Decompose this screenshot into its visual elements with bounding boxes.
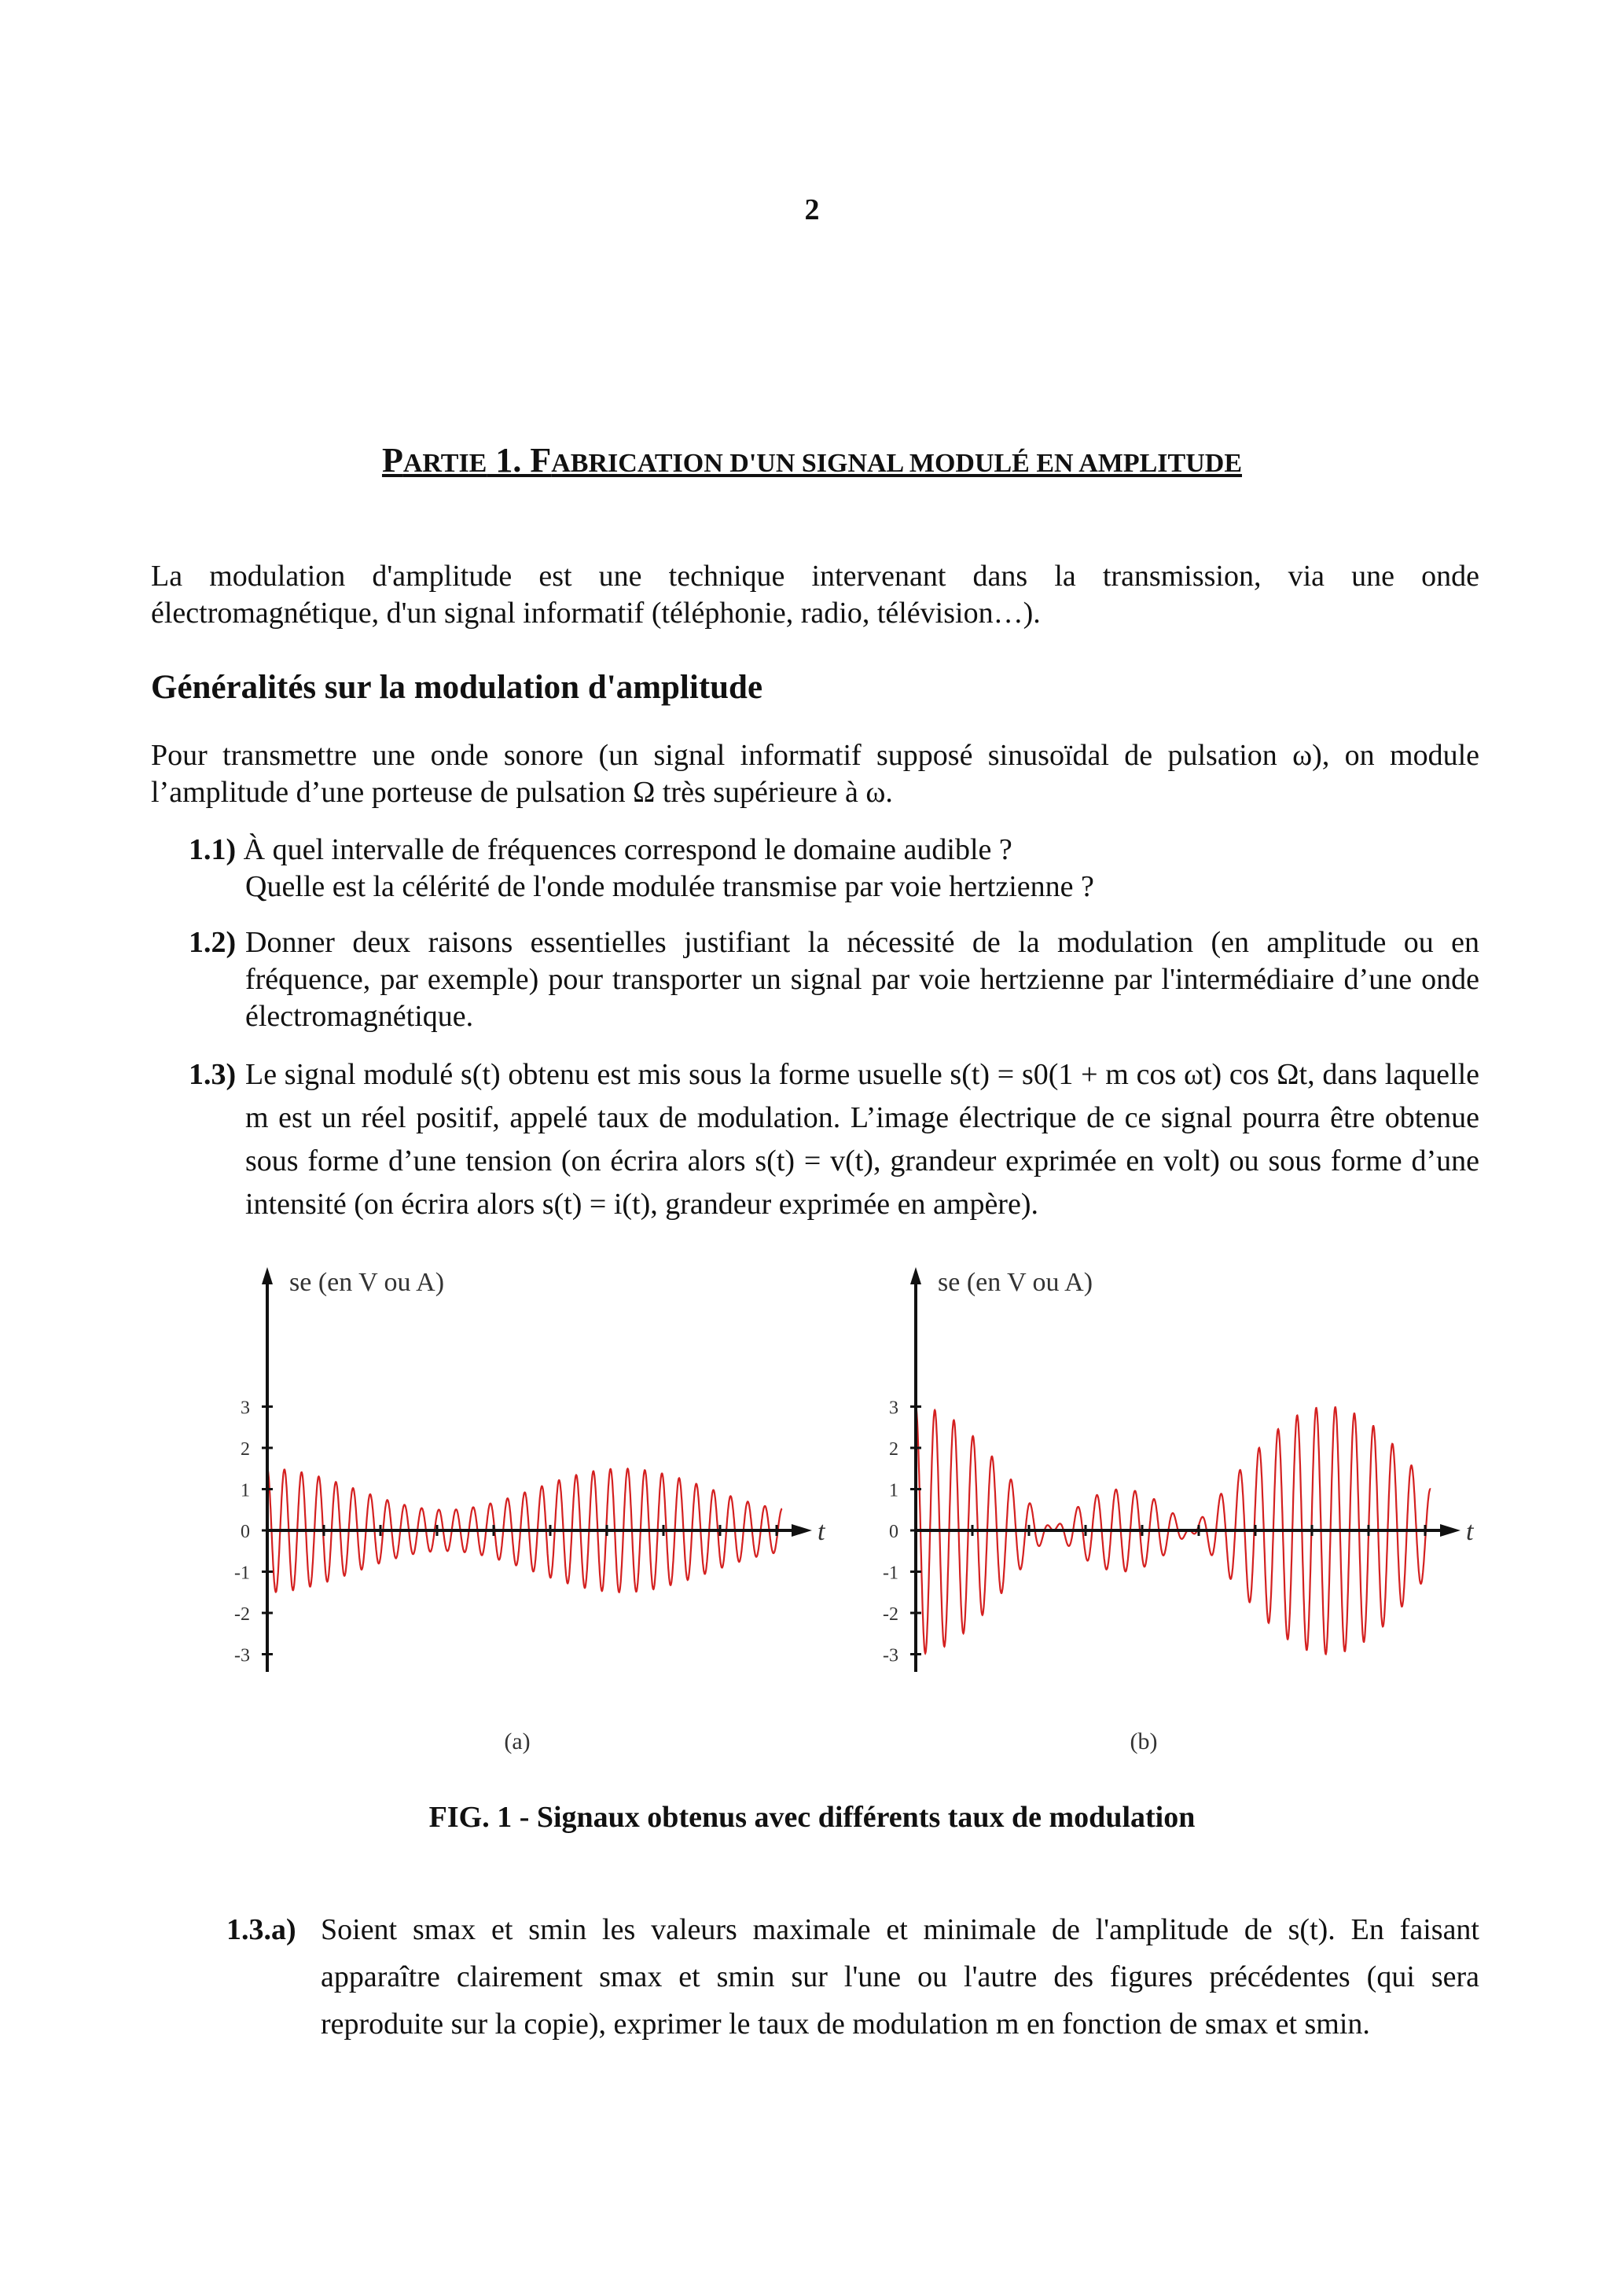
x-axis-label-0: t	[818, 1517, 825, 1546]
y-tick-label-0-6: -3	[234, 1645, 250, 1666]
y-tick-label-1-5: -2	[883, 1604, 898, 1625]
part-title: PARTIE 1. FABRICATION D'UN SIGNAL MODULÉ EN AMPLITUDE	[381, 441, 1243, 479]
y-tick-label-1-0: 3	[889, 1398, 898, 1419]
y-axis-label-0: se (en V ou A)	[289, 1268, 445, 1297]
y-axis-arrow-1	[910, 1267, 921, 1284]
y-tick-label-0-2: 1	[241, 1480, 250, 1501]
y-tick-label-0-3: 0	[241, 1522, 250, 1542]
x-axis-arrow-0	[792, 1524, 812, 1537]
subfigure-label-0: (a)	[504, 1728, 531, 1754]
section-heading: Généralités sur la modulation d'amplitude	[151, 669, 763, 706]
question-1-3-a: 1.3.a) Soient smax et smin les valeurs maximale et minimale de l'amplitude de s(t). En faisant apparaître clairement smax et smin sur l'une ou l'autre des figures précédentes (qui sera reproduite sur la copie), exprimer le taux de modulation m en fonction de smax et smin.	[226, 1913, 1479, 2041]
question-1-2: 1.2) Donner deux raisons essentielles justifiant la nécessité de la modulation (en amplitude ou en fréquence, par exemple) pour transporter un signal par voie hertzienne par l'intermédiaire d’une onde électromagnétique.	[189, 926, 1479, 1033]
y-tick-label-1-6: -3	[883, 1645, 898, 1666]
subfigure-label-1: (b)	[1130, 1728, 1158, 1754]
page-number: 2	[804, 193, 820, 226]
y-tick-label-0-0: 3	[241, 1398, 250, 1419]
x-axis-label-1: t	[1466, 1517, 1474, 1546]
figure-caption: FIG. 1 - Signaux obtenus avec différents taux de modulation	[428, 1801, 1196, 1834]
y-tick-label-1-1: 2	[889, 1439, 898, 1460]
y-tick-label-0-4: -1	[234, 1563, 250, 1584]
question-1-1: 1.1) À quel intervalle de fréquences correspond le domaine audible ? Quelle est la célérité de l'onde modulée transmise par voie hertzienne ?	[189, 833, 1094, 903]
question-1-3: 1.3) Le signal modulé s(t) obtenu est mis sous la forme usuelle s(t) = s0(1 + m cos ωt) cos Ωt, dans laquelle m est un réel positif, appelé taux de modulation. L’image électrique de ce signal pourra être obtenue sous forme d’une tension (on écrira alors s(t) = v(t), grandeur exprimée en volt) ou sous forme d’une intensité (on écrira alors s(t) = i(t), grandeur exprimée en ampère).	[189, 1058, 1479, 1221]
y-tick-label-1-2: 1	[889, 1480, 898, 1501]
y-tick-label-1-3: 0	[889, 1522, 898, 1542]
intro-paragraph: La modulation d'amplitude est une technique intervenant dans la transmission, via une onde électromagnétique, d'un signal informatif (téléphonie, radio, télévision…).	[151, 560, 1479, 630]
y-axis-arrow-0	[262, 1267, 273, 1284]
y-tick-label-1-4: -1	[883, 1563, 898, 1584]
x-axis-arrow-1	[1440, 1524, 1460, 1537]
figure-1	[212, 1258, 1474, 1800]
y-axis-label-1: se (en V ou A)	[938, 1268, 1093, 1297]
y-tick-label-0-1: 2	[241, 1439, 250, 1460]
general-paragraph: Pour transmettre une onde sonore (un signal informatif supposé sinusoïdal de pulsation ω), on module l’amplitude d’une porteuse de pulsation Ω très supérieure à ω.	[151, 739, 1479, 809]
y-tick-label-0-5: -2	[234, 1604, 250, 1625]
